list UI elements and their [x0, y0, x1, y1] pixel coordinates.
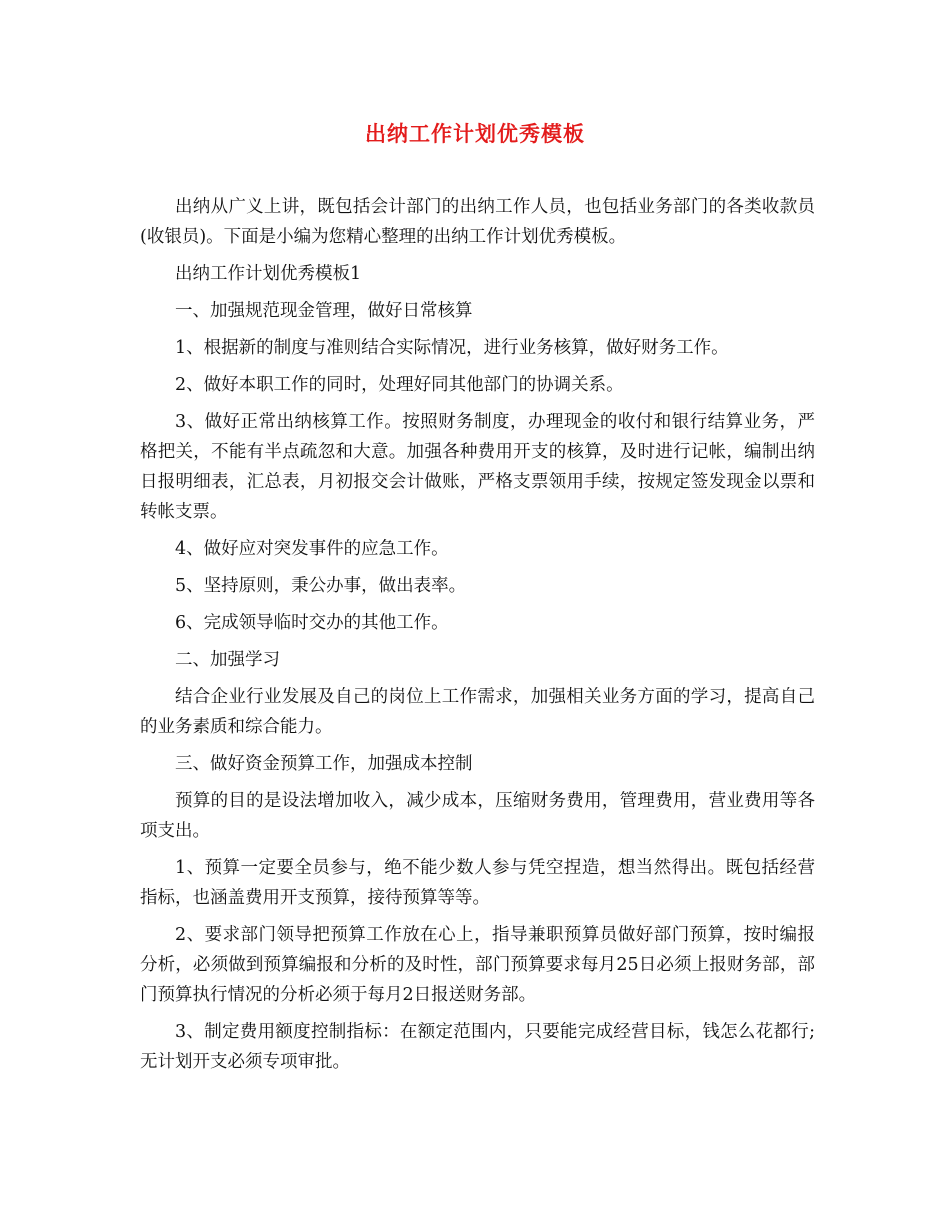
document-title: 出纳工作计划优秀模板 [365, 121, 585, 146]
list-item: 2、要求部门领导把预算工作放在心上，指导兼职预算员做好部门预算，按时编报分析，必须做到预算编报和分析的及时性，部门预算要求每月25日必须上报财务部，部门预算执行情况的分析必须于每月2日报送财务部。 [140, 925, 815, 1005]
intro-paragraph: 出纳从广义上讲，既包括会计部门的出纳工作人员，也包括业务部门的各类收款员(收银员)。下面是小编为您精心整理的出纳工作计划优秀模板。 [140, 197, 815, 247]
section-heading-1: 一、加强规范现金管理，做好日常核算 [175, 301, 473, 321]
list-item: 3、制定费用额度控制指标：在额定范围内，只要能完成经营目标，钱怎么花都行;无计划开支必须专项审批。 [140, 1022, 815, 1072]
list-item: 1、根据新的制度与准则结合实际情况，进行业务核算，做好财务工作。 [175, 338, 729, 358]
list-item: 6、完成领导临时交办的其他工作。 [175, 613, 449, 633]
body-paragraph: 结合企业行业发展及自己的岗位上工作需求，加强相关业务方面的学习，提高自己的业务素质和综合能力。 [140, 687, 815, 737]
list-item: 5、坚持原则，秉公办事，做出表率。 [175, 576, 467, 596]
list-item: 3、做好正常出纳核算工作。按照财务制度，办理现金的收付和银行结算业务，严格把关，不能有半点疏忽和大意。加强各种费用开支的核算，及时进行记帐，编制出纳日报明细表，汇总表，月初报交会计做账，严格支票领用手续，按规定签发现金以票和转帐支票。 [140, 412, 815, 522]
document-body [140, 192, 815, 1084]
section-heading-2: 二、加强学习 [175, 650, 280, 670]
template-heading: 出纳工作计划优秀模板1 [175, 264, 362, 284]
section-heading-3: 三、做好资金预算工作，加强成本控制 [175, 754, 473, 774]
list-item: 1、预算一定要全员参与，绝不能少数人参与凭空捏造，想当然得出。既包括经营指标，也涵盖费用开支预算，接待预算等等。 [140, 858, 815, 908]
body-paragraph: 预算的目的是设法增加收入，减少成本，压缩财务费用，管理费用，营业费用等各项支出。 [140, 791, 815, 841]
list-item: 4、做好应对突发事件的应急工作。 [175, 539, 449, 559]
list-item: 2、做好本职工作的同时，处理好同其他部门的协调关系。 [175, 375, 624, 395]
